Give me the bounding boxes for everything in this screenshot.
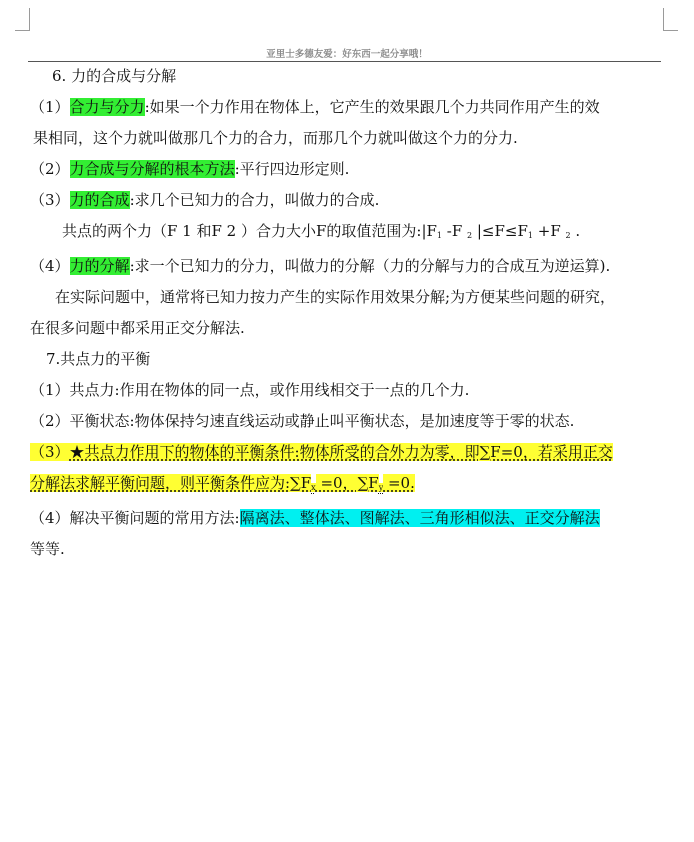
highlighted-term: 力的分解	[69, 257, 130, 275]
page-corner-mark-top-left	[15, 8, 30, 31]
item-text: :求一个已知力的分力，叫做力的分解（力的分解与力的合成互为逆运算).	[129, 257, 611, 275]
section-7-item-4-continued: 等等.	[30, 540, 65, 558]
section-7-item-4	[30, 503, 665, 534]
subscript: x	[311, 483, 316, 492]
range-text: +F	[532, 222, 566, 240]
highlighted-term: 合力与分力	[69, 98, 145, 116]
section-6-item-1-continued: 果相同，这个力就叫做那几个力的合力，而那几个力就叫做这个力的分力.	[33, 129, 518, 147]
section-7-item-3-continued	[30, 468, 665, 503]
section-6-item-4	[30, 251, 665, 282]
highlighted-condition: ★共点力作用下的物体的平衡条件:物体所受的合外力为零，即∑F=0，若采用正交	[69, 443, 613, 461]
highlighted-condition: =0，∑F	[315, 474, 379, 492]
item-text: :平行四边形定则.	[234, 160, 350, 178]
section-7-item-2: （2）平衡状态:物体保持匀速直线运动或静止叫平衡状态，是加速度等于零的状态.	[30, 412, 575, 430]
item-text: （4）解决平衡问题的常用方法:	[30, 509, 240, 527]
section-7-item-1: （1）共点力:作用在物体的同一点，或作用线相交于一点的几个力.	[30, 381, 470, 399]
range-text: -F	[442, 222, 468, 240]
subscript: 2	[467, 231, 473, 240]
section-6-item-1	[30, 92, 665, 123]
section-6-item-2	[30, 154, 665, 185]
section-7-title: 7.共点力的平衡	[46, 350, 151, 368]
item-number: （1）	[30, 98, 70, 116]
range-text: |≤F≤F	[472, 222, 528, 240]
item-number: （2）	[30, 160, 70, 178]
subscript: 1	[436, 231, 442, 240]
highlighted-term: 力的合成	[69, 191, 130, 209]
range-text: .	[570, 222, 581, 240]
item-number: （3）	[30, 443, 70, 461]
highlighted-methods: 隔离法、整体法、图解法、三角形相似法、正交分解法	[239, 509, 600, 527]
section-6-title: 6. 力的合成与分解	[52, 67, 177, 85]
section-7-item-3	[30, 437, 665, 468]
item-number: （3）	[30, 191, 70, 209]
item-number: （4）	[30, 257, 70, 275]
section-6-paragraph: 在实际问题中，通常将已知力按力产生的实际作用效果分解;为方便某些问题的研究，	[55, 288, 616, 306]
section-6-item-3	[30, 185, 665, 216]
document-body	[30, 61, 665, 565]
resultant-force-range	[30, 216, 665, 251]
section-6-paragraph-continued: 在很多问题中都采用正交分解法.	[30, 319, 245, 337]
page-header: 亚里士多德友爱：好东西一起分享哦！	[266, 49, 428, 60]
page-corner-mark-top-right	[663, 8, 678, 31]
item-text: :如果一个力作用在物体上，它产生的效果跟几个力共同作用产生的效	[144, 98, 600, 116]
subscript: 1	[527, 231, 533, 240]
range-text: 共点的两个力（F 1 和F 2 ）合力大小F的取值范围为:|F	[62, 222, 437, 240]
highlighted-condition: =0.	[383, 474, 415, 492]
subscript: y	[378, 483, 384, 492]
highlighted-term: 力合成与分解的根本方法	[69, 160, 235, 178]
item-text: :求几个已知力的合力，叫做力的合成.	[129, 191, 380, 209]
highlighted-condition: 分解法求解平衡问题，则平衡条件应为:∑F	[30, 474, 312, 492]
subscript: 2	[565, 231, 571, 240]
